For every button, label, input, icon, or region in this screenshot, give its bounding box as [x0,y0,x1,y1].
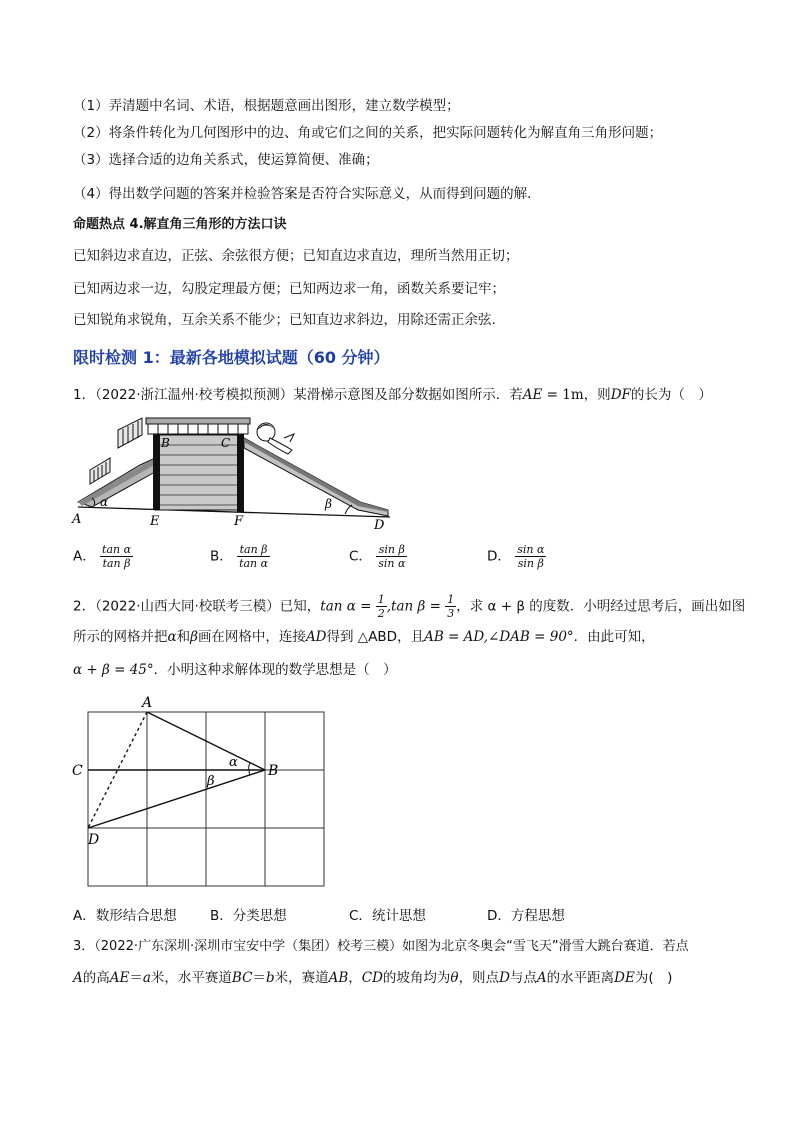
q2-tan-a: tan α = [320,598,372,615]
step-4: （4）得出数学问题的答案并检验答案是否符合实际意义，从而得到问题的解． [73,186,541,202]
q3-line2-a: 的高 [82,970,110,986]
top-rail [146,418,250,424]
q2-ad: AD [305,629,327,645]
q2-option-d[interactable] [487,904,565,924]
q2-line2-c: 得到 △ABD，且 [326,629,425,645]
tower-leg-right [237,434,244,512]
fig1-label-D: D [374,518,385,530]
q1-option-c-den: sin α [378,557,406,570]
slide-figure [70,410,400,530]
q1-mid: ，则 [583,387,611,403]
fig1-label-C: C [221,436,231,450]
q2-line-1 [73,593,745,620]
q3-ab: AB [328,970,349,986]
q2-line2-d: ．由此可知， [573,629,655,645]
q1-option-a-num: tan α [102,543,132,556]
q2-frac-a-num: 1 [377,593,385,606]
q2-beta: β [190,629,198,645]
fig2-label-D: D [88,832,100,848]
q2-tan-b: ,tan β = [386,598,441,615]
q1-option-c[interactable] [349,543,407,570]
fig1-label-B: B [161,436,170,450]
q2-frac-b [445,593,456,620]
q2-frac-a [376,593,387,620]
q3-line2-h: 与点 [509,970,537,986]
q3-line2-b: ＝ [129,970,143,986]
step-3: （3）选择合适的边角关系式，使运算简便、准确； [73,152,379,168]
section-title: 限时检测 1：最新各地模拟试题（60 分钟） [73,348,390,367]
q2-option-c-letter: C． [349,908,372,924]
q2-option-b[interactable] [210,904,287,924]
q3-line-2 [73,969,672,987]
q1-option-d-num: sin α [517,543,545,556]
alpha-arc [249,763,250,770]
q2-line3-math: α + β = 45° [73,662,154,678]
q3-cd: CD [361,970,383,986]
q2-cond: AB = AD,∠DAB = 90° [424,629,574,645]
q2-option-d-letter: D． [487,908,511,924]
q3-a-point: A [73,970,83,986]
q1-option-a[interactable] [73,543,133,570]
beta-arc [249,770,250,775]
q1-option-b[interactable] [210,543,270,570]
q2-prefix: 2．（2022·山西大同·校联考三模）已知， [73,598,321,615]
q3-line2-d: ＝ [252,970,266,986]
q1-option-a-den: tan β [102,557,131,570]
fig1-label-A: A [72,512,82,527]
fig2-label-B: B [268,763,279,779]
step-2: （2）将条件转化为几何图形中的边、角或它们之间的关系，把实际问题转化为解直角三角形问题； [73,125,663,141]
q3-de: DE [614,970,635,986]
q3-line-1: 3．（2022·广东深圳·深圳市宝安中学（集团）校考三模）如图为北京冬奥会“雪飞天”滑雪大跳台赛道．若点 [73,939,689,954]
rhyme-1: 已知斜边求直边，正弦、余弦很方便；已知直边求直边，理所当然用正切； [73,248,519,264]
fig1-label-alpha: α [100,495,109,509]
q2-alpha: α [167,629,177,645]
q1-option-c-letter: C． [349,548,372,565]
q3-line2-c: 米，水平赛道 [150,970,232,986]
grid-figure [66,692,336,892]
rhyme-2: 已知两边求一边，勾股定理最方便；已知两边求一角，函数关系要记牢； [73,281,505,297]
q3-bc: BC [231,970,253,986]
q2-option-c[interactable] [349,904,426,924]
q1-target: DF [610,387,631,403]
q3-line2-f: 的坡角均为 [382,970,451,986]
grid-lines [88,712,324,886]
q1-option-b-num: tan β [237,543,270,557]
q2-option-a[interactable] [73,904,177,924]
q3-line2-i: 的水平距离 [546,970,615,986]
fig2-label-beta: β [207,774,215,789]
tower-leg-left [153,434,160,510]
fig1-label-E: E [150,514,160,529]
fig2-label-A: A [142,695,153,711]
q2-line2-a: 所示的网格并把 [73,629,168,645]
q1-option-b-den: tan α [239,557,269,570]
q3-a: a [142,970,151,986]
q1-suffix: 的长为（ ） [630,387,712,403]
q1-option-c-num: sin β [376,543,407,557]
q2-option-c-text: 统计思想 [371,908,426,924]
q1-option-d[interactable] [487,543,546,570]
q3-line2-j: 为( ) [634,970,673,986]
hotspot-title: 命题热点 4.解直角三角形的方法口诀 [73,217,287,232]
q2-frac-b-num: 1 [447,593,455,606]
q2-line2-b: 画在网格中，连接 [197,629,306,645]
q2-line3-text: ．小明这种求解体现的数学思想是（ ） [153,662,397,678]
q2-option-b-text: 分类思想 [232,908,287,924]
q2-suffix: ，求 α + β 的度数．小明经过思考后，画出如图 [456,598,746,615]
q1-option-d-den: sin β [517,557,544,570]
q1-prefix: 1．（2022·浙江温州·校考模拟预测）某滑梯示意图及部分数据如图所示．若 [73,387,523,403]
q2-option-b-letter: B． [210,908,233,924]
q2-option-a-letter: A． [73,908,96,924]
q1-option-d-letter: D． [487,548,511,565]
rhyme-3: 已知锐角求锐角，互余关系不能少；已知直边求斜边，用除还需正余弦. [73,312,496,328]
q1-option-a-frac [100,543,133,570]
q1-option-b-letter: B． [210,548,233,565]
fig2-label-C: C [72,763,83,779]
q3-line2-g: ，则点 [458,970,500,986]
q1-option-a-letter: A． [73,548,96,565]
fig1-label-F: F [234,514,244,529]
left-rail-1 [90,458,110,484]
q1-eq: = 1m [542,387,584,403]
step-1: （1）弄清题中名词、术语，根据题意画出图形，建立数学模型； [73,98,460,114]
q3-d: D [499,970,510,986]
q2-line-3 [73,661,397,679]
q3-comma: ， [348,970,362,986]
q3-theta: θ [450,970,459,986]
q2-frac-a-den: 2 [377,607,385,620]
q1-cond: AE [522,387,543,403]
fig2-label-alpha: α [229,755,238,770]
q2-option-d-text: 方程思想 [510,908,565,924]
q2-frac-b-den: 3 [447,607,455,620]
segment-db [88,770,265,828]
q1-option-c-frac [376,543,407,570]
q2-option-a-text: 数形结合思想 [95,908,177,924]
q1-option-d-frac [515,543,546,570]
q3-b: b [265,970,275,986]
q1-stem [73,386,712,404]
q3-ae: AE [109,970,130,986]
q1-option-b-frac [237,543,270,570]
q2-line-2 [73,628,655,646]
q3-line2-e: 米，赛道 [274,970,329,986]
q2-and: 和 [176,629,191,645]
q3-a2: A [536,970,547,986]
fig1-label-beta: β [325,497,332,511]
